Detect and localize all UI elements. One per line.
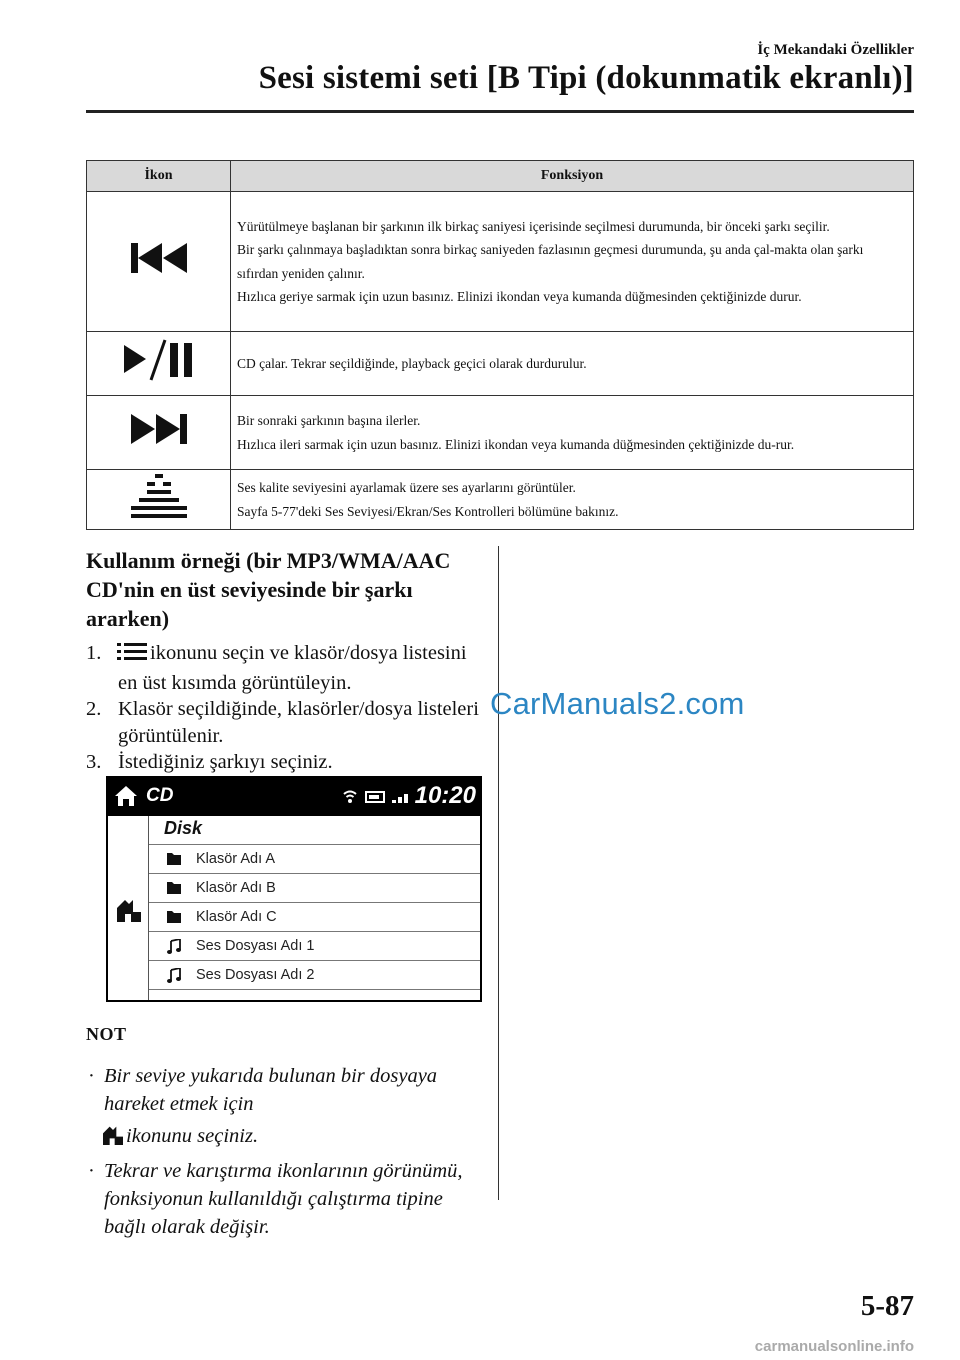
col-header-icon: İkon — [87, 161, 231, 192]
footer-site: carmanualsonline.info — [754, 1338, 914, 1355]
cd-screen — [106, 776, 482, 1002]
wifi-icon — [344, 792, 356, 804]
step-text: ikonunu seçin ve klasör/dosya listesini en üst kısımda görüntüleyin. — [118, 642, 467, 694]
function-line: Hızlıca geriye sarmak için uzun basınız. Elinizi ikondan veya kumanda düğmesinden çektiğinizde durur. — [237, 289, 802, 304]
step-item — [86, 640, 486, 696]
bullet-dot: · — [88, 1160, 95, 1182]
column-divider — [498, 546, 499, 1200]
step-text: Klasör seçildiğinde, klasörler/dosya listeleri görüntülenir. — [118, 698, 479, 747]
list-item-label: Klasör Adı C — [196, 909, 277, 925]
play-pause-icon — [122, 339, 196, 389]
step-item — [86, 696, 486, 749]
table-row — [87, 470, 914, 530]
screen-top-bar — [106, 776, 482, 816]
folder-icon — [167, 852, 181, 870]
function-cell — [231, 332, 914, 396]
folder-up-icon — [103, 1125, 123, 1153]
note-text: Bir seviye yukarıda bulunan bir dosyaya hareket etmek için — [104, 1065, 438, 1115]
table-row — [87, 332, 914, 396]
step-number: 2. — [86, 698, 102, 720]
status-icons — [342, 790, 420, 809]
music-note-icon — [167, 939, 181, 959]
table-row — [87, 396, 914, 470]
function-cell — [231, 396, 914, 470]
list-item[interactable] — [149, 931, 480, 960]
next-track-icon — [131, 414, 187, 452]
list-item[interactable] — [149, 960, 480, 989]
step-item — [86, 749, 486, 776]
step-number: 3. — [86, 751, 102, 773]
function-line: Ses kalite seviyesini ayarlamak üzere ses ayarlarını görüntüler. — [237, 480, 576, 495]
example-heading: Kullanım örneği (bir MP3/WMA/AAC CD'nin en üst seviyesinde bir şarkı ararken) — [86, 548, 451, 631]
function-line: Bir şarkı çalınmaya başladıktan sonra birkaç saniyeden fazlasının geçmesi durumunda, şu anda çal-makta olan şarkı sıfırdan yeniden çalınır. — [237, 242, 864, 281]
steps-list — [86, 640, 486, 776]
function-cell — [231, 192, 914, 332]
watermark: CarManuals2.com — [490, 686, 745, 721]
battery-icon — [366, 792, 384, 802]
function-line: Hızlıca ileri sarmak için uzun basınız. Elinizi ikondan veya kumanda düğmesinden çektiğinizde du-rur. — [237, 436, 795, 452]
music-note-icon — [167, 968, 181, 988]
title-rule — [86, 110, 914, 113]
list-title: Disk — [164, 818, 203, 838]
table-header-row — [87, 161, 914, 192]
folder-icon — [167, 881, 181, 899]
signal-icon — [392, 794, 408, 803]
step-number: 1. — [86, 642, 102, 664]
folder-icon — [167, 910, 181, 928]
function-table — [86, 160, 914, 530]
list-item[interactable] — [149, 844, 480, 873]
list-item-label: Klasör Adı A — [196, 851, 275, 867]
bullet-dot: · — [88, 1065, 95, 1087]
note-item — [86, 1157, 486, 1241]
icon-cell — [87, 470, 231, 530]
icon-cell — [87, 332, 231, 396]
list-item[interactable] — [149, 902, 480, 931]
function-line: Sayfa 5-77'deki Ses Seviyesi/Ekran/Ses Kontrolleri bölümüne bakınız. — [237, 503, 619, 519]
icon-cell — [87, 192, 231, 332]
sound-settings-icon — [131, 472, 187, 528]
list-item[interactable] — [149, 873, 480, 902]
note-text: Tekrar ve karıştırma ikonlarının görünümü, fonksiyonun kullanıldığı çalıştırma tipine bağlı olarak değişir. — [104, 1160, 463, 1238]
list-item-label: Ses Dosyası Adı 2 — [196, 967, 315, 983]
list-item-empty — [149, 989, 480, 1000]
function-line: Yürütülmeye başlanan bir şarkının ilk birkaç saniyesi içerisinde seçilmesi durumunda, bir önceki şarkı seçilir. — [237, 218, 830, 234]
step-text: İstediğiniz şarkıyı seçiniz. — [118, 751, 333, 773]
previous-track-icon — [131, 243, 187, 281]
table-row — [87, 192, 914, 332]
notes-list — [86, 1062, 486, 1245]
screen-left-panel — [108, 816, 149, 1000]
col-header-function: Fonksiyon — [231, 161, 914, 192]
source-label: CD — [146, 785, 174, 806]
function-line: Bir sonraki şarkının başına ilerler. — [237, 413, 421, 428]
icon-cell — [87, 396, 231, 470]
note-text: ikonunu seçiniz. — [126, 1125, 259, 1147]
screen-body — [108, 816, 480, 1000]
note-title: NOT — [86, 1024, 127, 1044]
page-title: Sesi sistemi seti [B Tipi (dokunmatik ekranlı)] — [258, 60, 914, 96]
list-item-label: Klasör Adı B — [196, 880, 276, 896]
page-number: 5-87 — [860, 1290, 914, 1322]
list-item-label: Ses Dosyası Adı 1 — [196, 938, 315, 954]
clock: 10:20 — [414, 782, 476, 809]
note-item — [86, 1062, 486, 1153]
function-cell — [231, 470, 914, 530]
section-label: İç Mekandaki Özellikler — [757, 42, 914, 58]
function-line: CD çalar. Tekrar seçildiğinde, playback geçici olarak durdurulur. — [237, 355, 587, 371]
home-icon[interactable] — [114, 785, 138, 812]
list-icon — [117, 642, 147, 670]
folder-up-icon[interactable] — [117, 898, 141, 927]
